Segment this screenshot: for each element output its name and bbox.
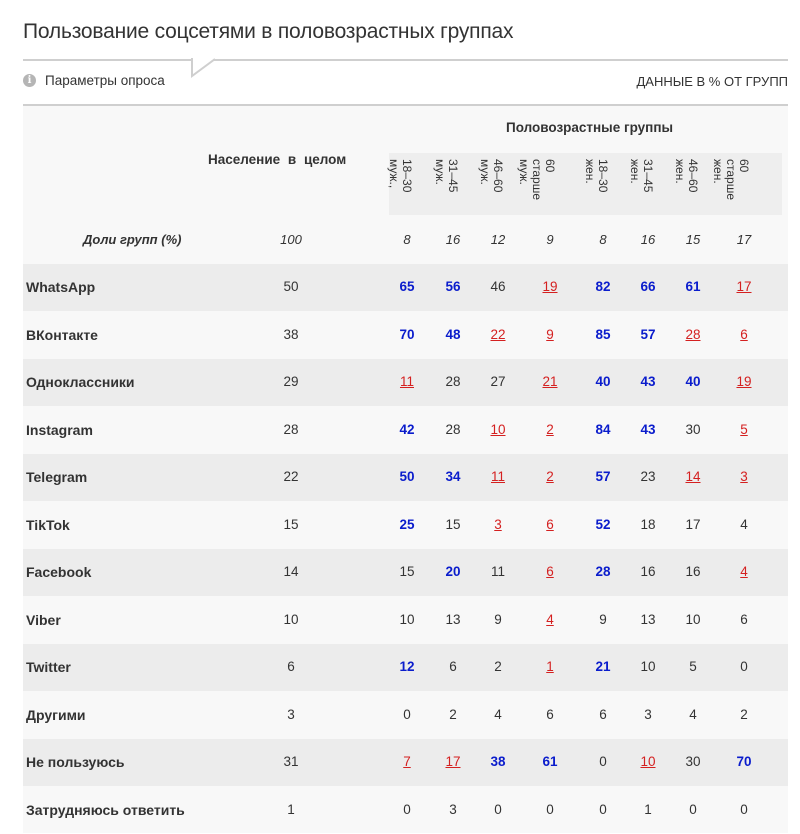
row-label: Instagram (26, 421, 93, 438)
column-header-label: 60 старше муж. (517, 159, 557, 201)
group-cell: 10 (490, 421, 506, 437)
group-cell: 57 (640, 326, 656, 342)
table-row (23, 692, 788, 739)
table-row (23, 739, 788, 786)
group-cell: 5 (689, 659, 697, 674)
group-cell: 50 (399, 469, 415, 484)
group-cell: 7 (403, 754, 411, 769)
group-cell: 2 (449, 706, 457, 722)
group-cell: 57 (595, 469, 611, 484)
group-cell: 13 (445, 611, 461, 627)
group-cell: 19 (736, 374, 752, 389)
group-cell: 16 (640, 564, 656, 579)
divider-notch (191, 58, 215, 78)
row-label: Другими (26, 706, 86, 723)
group-cell: 9 (546, 326, 554, 342)
group-cell: 61 (542, 754, 558, 769)
group-cell: 34 (445, 469, 461, 484)
population-cell: 50 (283, 279, 299, 294)
data-table (23, 106, 788, 833)
group-cell: 82 (595, 279, 611, 294)
shares-label: Доли групп (%) (83, 232, 182, 247)
group-cell: 10 (685, 611, 701, 627)
group-cell: 1 (546, 659, 554, 674)
group-cell: 21 (542, 374, 558, 389)
population-cell: 28 (283, 421, 299, 437)
group-cell: 38 (490, 754, 506, 769)
group-cell: 3 (644, 706, 652, 722)
group-cell: 4 (740, 564, 748, 579)
row-label: ВКонтакте (26, 326, 98, 343)
group-cell: 6 (740, 326, 748, 342)
group-cell: 22 (490, 326, 506, 342)
group-share: 15 (685, 232, 701, 247)
group-cell: 0 (599, 801, 607, 817)
group-cell: 6 (546, 706, 554, 722)
group-cell: 11 (490, 564, 505, 579)
group-cell: 16 (685, 564, 701, 579)
group-cell: 0 (689, 801, 697, 817)
population-cell: 14 (283, 564, 299, 579)
group-cell: 40 (595, 374, 611, 389)
population-cell: 22 (283, 469, 299, 484)
group-cell: 0 (403, 801, 411, 817)
group-cell: 48 (445, 326, 461, 342)
column-header (711, 159, 754, 211)
group-cell: 1 (644, 801, 652, 817)
group-share: 8 (403, 232, 411, 247)
column-header-label: 46–60 жен. (673, 159, 700, 193)
group-cell: 2 (494, 659, 502, 674)
group-cell: 27 (490, 374, 506, 389)
column-header (517, 159, 560, 211)
row-label: Facebook (26, 564, 92, 580)
group-cell: 65 (399, 279, 415, 294)
population-cell: 10 (283, 611, 299, 627)
units-label: ДАННЫЕ В % ОТ ГРУПП (636, 74, 788, 89)
group-cell: 0 (546, 801, 554, 817)
group-cell: 2 (546, 469, 554, 484)
group-cell: 10 (640, 754, 656, 769)
group-cell: 21 (595, 659, 611, 674)
group-cell: 17 (736, 279, 752, 294)
group-cell: 15 (445, 516, 461, 532)
group-cell: 10 (399, 611, 415, 627)
group-cell: 52 (595, 516, 611, 532)
info-icon: i (23, 74, 36, 87)
group-cell: 40 (685, 374, 701, 389)
table-row (23, 502, 788, 549)
group-cell: 14 (685, 469, 701, 484)
group-cell: 11 (490, 469, 505, 484)
group-share: 16 (640, 232, 656, 247)
table-row (23, 359, 788, 406)
group-cell: 28 (685, 326, 701, 342)
group-cell: 0 (740, 801, 748, 817)
row-label: Одноклассники (26, 374, 135, 390)
table-row (23, 312, 788, 359)
group-cell: 42 (399, 421, 415, 437)
group-cell: 28 (445, 374, 461, 389)
column-header-label: 18–30 жен. (583, 159, 610, 193)
column-header (583, 159, 613, 211)
survey-params-link[interactable] (23, 73, 165, 88)
group-cell: 28 (595, 564, 611, 579)
group-cell: 23 (640, 469, 656, 484)
title-divider (23, 59, 788, 61)
table-row (23, 549, 788, 596)
group-share: 12 (490, 232, 506, 247)
group-cell: 56 (445, 279, 461, 294)
group-cell: 6 (740, 611, 748, 627)
population-cell: 31 (283, 754, 299, 769)
group-cell: 3 (449, 801, 457, 817)
row-label: Viber (26, 611, 61, 628)
group-cell: 4 (740, 516, 748, 532)
group-cell: 61 (685, 279, 701, 294)
group-cell: 30 (685, 754, 701, 769)
table-row (23, 264, 788, 311)
group-cell: 6 (546, 516, 554, 532)
table-row (23, 787, 788, 834)
group-cell: 15 (399, 564, 415, 579)
group-share: 9 (546, 232, 554, 247)
column-header-label: 31–45 муж. (433, 159, 460, 193)
group-cell: 0 (403, 706, 411, 722)
column-header (387, 159, 417, 211)
group-cell: 20 (445, 564, 461, 579)
group-cell: 5 (740, 421, 748, 437)
group-cell: 9 (494, 611, 502, 627)
column-header (433, 159, 463, 211)
column-header-label: 31–45 жен. (628, 159, 655, 193)
group-cell: 9 (599, 611, 607, 627)
table-row (23, 407, 788, 454)
group-cell: 12 (399, 659, 415, 674)
column-header-label: 46–60 муж. (478, 159, 505, 193)
group-share: 16 (445, 232, 461, 247)
group-cell: 43 (640, 374, 656, 389)
row-label: Telegram (26, 469, 88, 485)
group-cell: 17 (685, 516, 701, 532)
groups-title: Половозрастные группы (506, 120, 674, 135)
row-label: TikTok (26, 516, 70, 533)
group-cell: 4 (546, 611, 554, 627)
group-cell: 3 (740, 469, 748, 484)
group-cell: 66 (640, 279, 656, 294)
group-share: 8 (599, 232, 607, 247)
population-cell: 29 (283, 374, 299, 389)
population-cell: 1 (287, 801, 295, 817)
row-label: WhatsApp (26, 279, 96, 295)
table-row (23, 454, 788, 501)
group-cell: 28 (445, 421, 461, 437)
group-cell: 2 (740, 706, 748, 722)
column-header (628, 159, 658, 211)
group-cell: 11 (399, 374, 414, 389)
group-cell: 2 (546, 421, 554, 437)
group-share: 17 (736, 232, 752, 247)
population-title: Население в целом (208, 152, 347, 167)
row-label: Не пользуюсь (26, 754, 125, 770)
group-cell: 18 (640, 516, 656, 532)
group-cell: 25 (399, 516, 415, 532)
row-label: Затрудняюсь ответить (26, 801, 185, 818)
column-header-label: 18–30 муж., (387, 159, 414, 193)
row-label: Twitter (26, 659, 71, 675)
population-cell: 3 (287, 706, 295, 722)
group-cell: 70 (736, 754, 752, 769)
group-cell: 0 (740, 659, 748, 674)
population-cell: 15 (283, 516, 299, 532)
group-cell: 6 (599, 706, 607, 722)
group-cell: 4 (494, 706, 502, 722)
population-share: 100 (280, 232, 302, 247)
group-cell: 46 (490, 279, 506, 294)
group-cell: 0 (494, 801, 502, 817)
group-cell: 43 (640, 421, 656, 437)
group-cell: 0 (599, 754, 607, 769)
column-header (673, 159, 703, 211)
table-row (23, 597, 788, 644)
group-cell: 17 (445, 754, 461, 769)
group-cell: 3 (494, 516, 502, 532)
population-cell: 38 (283, 326, 299, 342)
column-header (478, 159, 508, 211)
group-cell: 6 (449, 659, 457, 674)
group-cell: 85 (595, 326, 611, 342)
params-label: Параметры опроса (45, 73, 165, 88)
page-title: Пользование соцсетями в половозрастных группах (23, 20, 514, 43)
group-cell: 70 (399, 326, 415, 342)
group-cell: 4 (689, 706, 697, 722)
column-header-label: 60 старше жен. (711, 159, 751, 201)
table-row (23, 644, 788, 691)
group-cell: 19 (542, 279, 558, 294)
group-cell: 84 (595, 421, 611, 437)
group-cell: 30 (685, 421, 701, 437)
group-cell: 10 (640, 659, 656, 674)
group-cell: 6 (546, 564, 554, 579)
group-cell: 13 (640, 611, 656, 627)
population-cell: 6 (287, 659, 295, 674)
